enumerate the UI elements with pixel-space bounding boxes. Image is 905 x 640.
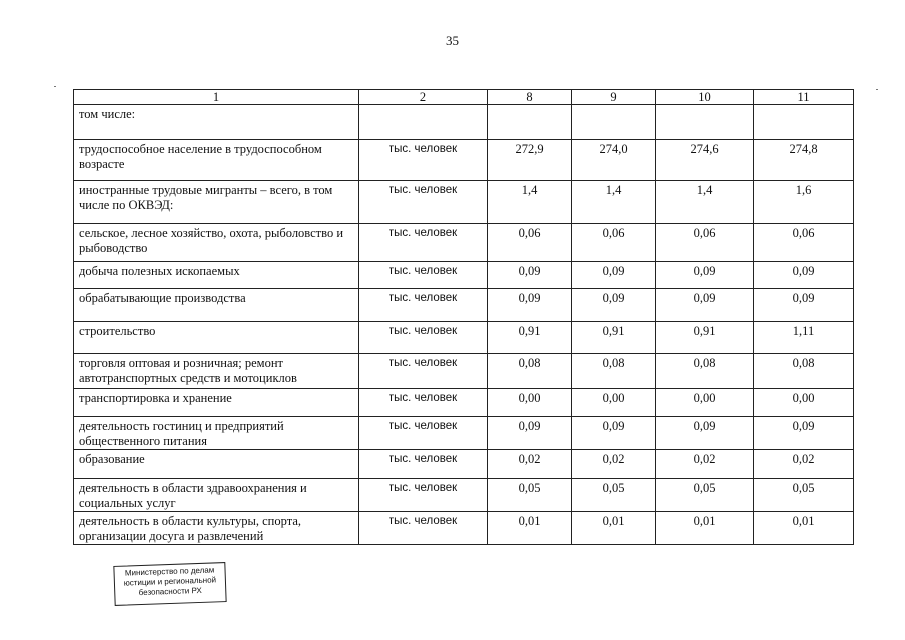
value-cell: 272,9 [488, 140, 572, 181]
indicator-name-cell: деятельность в области здравоохранения и социальных услуг [74, 479, 359, 512]
table-row [74, 181, 854, 224]
table-row [74, 289, 854, 322]
indicator-name-cell: том числе: [74, 105, 359, 140]
value-cell: 1,11 [754, 322, 854, 354]
table-body [74, 90, 854, 545]
value-cell: 0,01 [488, 512, 572, 545]
table-row [74, 322, 854, 354]
table-row [74, 140, 854, 181]
value-cell: 1,4 [488, 181, 572, 224]
value-cell: 0,09 [572, 262, 656, 289]
value-cell: 0,00 [572, 389, 656, 417]
value-cell: 0,91 [656, 322, 754, 354]
stamp-line: Министерство по делам [124, 565, 215, 578]
page-number: 35 [446, 33, 459, 48]
value-cell: 0,09 [572, 417, 656, 450]
table-row [74, 512, 854, 545]
value-cell: 0,06 [488, 224, 572, 262]
value-cell: 0,91 [488, 322, 572, 354]
value-cell: 1,4 [572, 181, 656, 224]
value-cell: 0,09 [656, 262, 754, 289]
value-cell: 0,00 [488, 389, 572, 417]
value-cell: 0,05 [656, 479, 754, 512]
indicator-name-cell: деятельность гостиниц и предприятий общественного питания [74, 417, 359, 450]
table-row [74, 450, 854, 479]
indicator-name-cell: деятельность в области культуры, спорта, организации досуга и развлечений [74, 512, 359, 545]
indicator-name-cell: сельское, лесное хозяйство, охота, рыболовство и рыбоводство [74, 224, 359, 262]
value-cell: 0,01 [754, 512, 854, 545]
value-cell [572, 105, 656, 140]
table-row [74, 417, 854, 450]
value-cell: 0,09 [488, 262, 572, 289]
indicator-name-cell: транспортировка и хранение [74, 389, 359, 417]
value-cell: 0,00 [754, 389, 854, 417]
value-cell: 0,08 [754, 354, 854, 389]
value-cell: 1,6 [754, 181, 854, 224]
value-cell: 0,09 [656, 289, 754, 322]
indicator-name-cell: обрабатывающие производства [74, 289, 359, 322]
value-cell: 0,00 [656, 389, 754, 417]
column-header: 11 [754, 90, 854, 105]
indicator-name-cell: образование [74, 450, 359, 479]
indicator-name-cell: добыча полезных ископаемых [74, 262, 359, 289]
indicator-name-cell: трудоспособное население в трудоспособном возрасте [74, 140, 359, 181]
unit-cell: тыс. человек [359, 479, 488, 512]
value-cell: 0,09 [488, 289, 572, 322]
stamp-line: юстиции и региональной [123, 575, 217, 588]
column-header: 10 [656, 90, 754, 105]
value-cell: 0,02 [656, 450, 754, 479]
table-row [74, 389, 854, 417]
unit-cell: тыс. человек [359, 389, 488, 417]
table-row [74, 224, 854, 262]
value-cell: 0,09 [754, 289, 854, 322]
value-cell [488, 105, 572, 140]
value-cell: 0,06 [572, 224, 656, 262]
indicator-name-cell: строительство [74, 322, 359, 354]
ministry-stamp [113, 562, 226, 606]
value-cell: 0,09 [572, 289, 656, 322]
value-cell [754, 105, 854, 140]
value-cell: 274,0 [572, 140, 656, 181]
value-cell: 0,09 [754, 417, 854, 450]
labor-resources-table [73, 89, 854, 545]
unit-cell: тыс. человек [359, 417, 488, 450]
value-cell: 0,06 [656, 224, 754, 262]
unit-cell: тыс. человек [359, 354, 488, 389]
value-cell: 1,4 [656, 181, 754, 224]
value-cell: 0,08 [656, 354, 754, 389]
unit-cell [359, 105, 488, 140]
value-cell: 0,05 [754, 479, 854, 512]
column-header: 1 [74, 90, 359, 105]
unit-cell: тыс. человек [359, 262, 488, 289]
unit-cell: тыс. человек [359, 322, 488, 354]
column-header: 2 [359, 90, 488, 105]
value-cell: 0,08 [488, 354, 572, 389]
column-header: 8 [488, 90, 572, 105]
stamp-line: безопасности РХ [138, 585, 202, 598]
value-cell: 0,09 [488, 417, 572, 450]
value-cell: 0,91 [572, 322, 656, 354]
column-header: 9 [572, 90, 656, 105]
table-row [74, 354, 854, 389]
value-cell [656, 105, 754, 140]
unit-cell: тыс. человек [359, 224, 488, 262]
value-cell: 274,6 [656, 140, 754, 181]
unit-cell: тыс. человек [359, 512, 488, 545]
unit-cell: тыс. человек [359, 289, 488, 322]
table-row [74, 479, 854, 512]
value-cell: 0,02 [572, 450, 656, 479]
value-cell: 0,05 [572, 479, 656, 512]
table-row [74, 262, 854, 289]
value-cell: 274,8 [754, 140, 854, 181]
value-cell: 0,02 [754, 450, 854, 479]
value-cell: 0,01 [572, 512, 656, 545]
indicator-name-cell: торговля оптовая и розничная; ремонт автотранспортных средств и мотоциклов [74, 354, 359, 389]
scan-mark-right [876, 89, 878, 90]
table-header-row [74, 90, 854, 105]
unit-cell: тыс. человек [359, 181, 488, 224]
value-cell: 0,05 [488, 479, 572, 512]
value-cell: 0,06 [754, 224, 854, 262]
table-row [74, 105, 854, 140]
scan-mark-left [54, 86, 56, 87]
value-cell: 0,09 [754, 262, 854, 289]
value-cell: 0,08 [572, 354, 656, 389]
value-cell: 0,02 [488, 450, 572, 479]
indicator-name-cell: иностранные трудовые мигранты – всего, в том числе по ОКВЭД: [74, 181, 359, 224]
value-cell: 0,09 [656, 417, 754, 450]
unit-cell: тыс. человек [359, 140, 488, 181]
unit-cell: тыс. человек [359, 450, 488, 479]
value-cell: 0,01 [656, 512, 754, 545]
